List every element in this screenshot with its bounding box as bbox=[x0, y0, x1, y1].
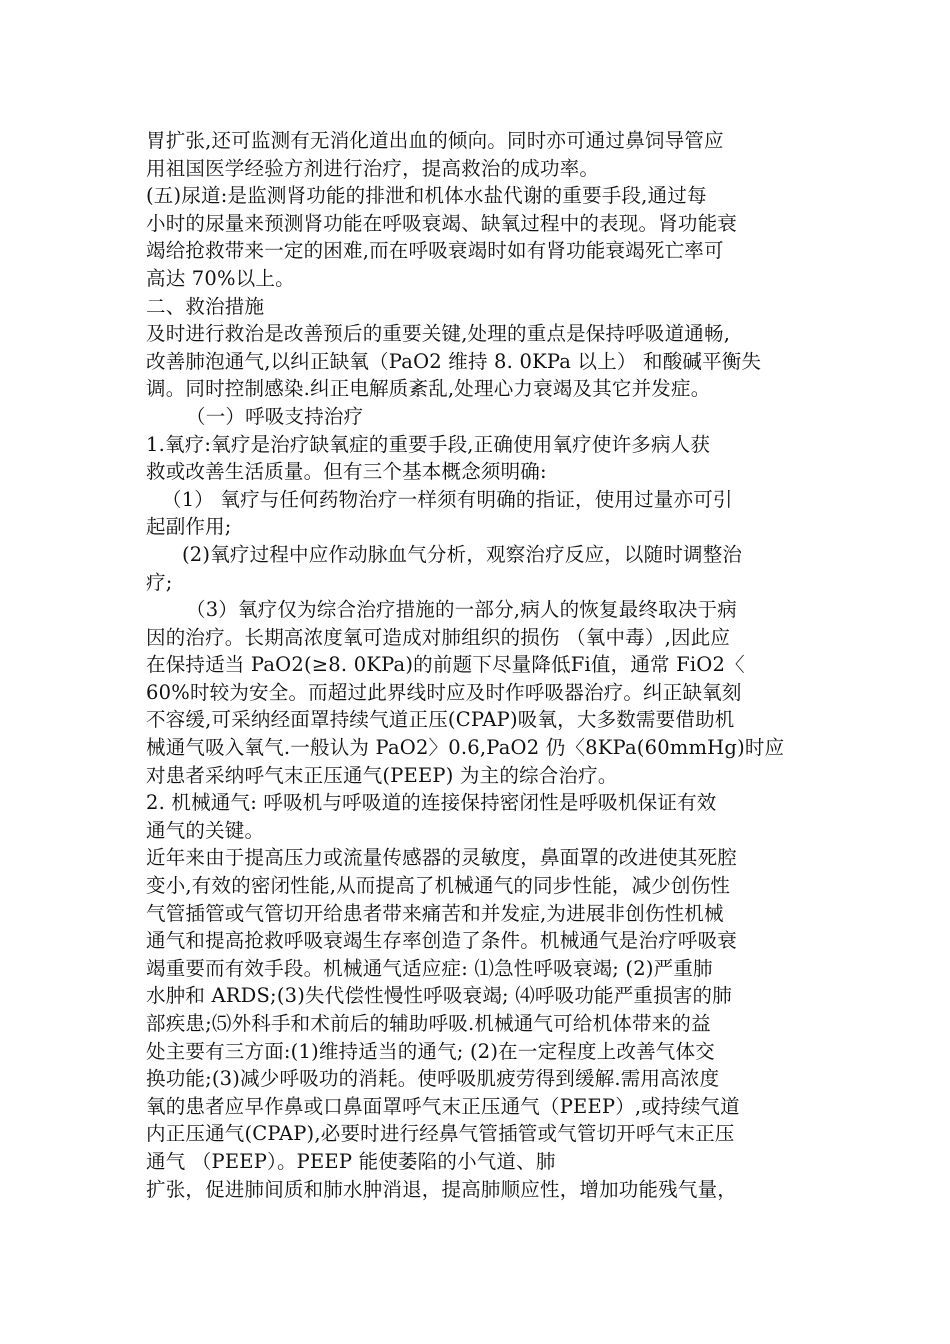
list-item: （3）氧疗仅为综合治疗措施的一部分,病人的恢复最终取决于病 bbox=[186, 598, 737, 622]
text-line: (五)尿道:是监测肾功能的排泄和机体水盐代谢的重要手段,通过每 bbox=[146, 184, 707, 208]
text-line: 调。同时控制感染.纠正电解质紊乱,处理心力衰竭及其它并发症。 bbox=[146, 377, 711, 401]
text-line: 竭重要而有效手段。机械通气适应症: ⑴急性呼吸衰竭; (2)严重肺 bbox=[146, 956, 713, 980]
subsection-heading: （一）呼吸支持治疗 bbox=[186, 404, 364, 428]
text-line: 部疾患;⑸外科手和术前后的辅助呼吸.机械通气可给机体带来的益 bbox=[146, 1012, 711, 1035]
text-line: 高达 70%以上。 bbox=[146, 266, 295, 290]
text-line: 通气的关键。 bbox=[146, 818, 265, 842]
text-line: 疗; bbox=[146, 570, 173, 594]
text-line: 气管插管或气管切开给患者带来痛苦和并发症,为进展非创伤性机械 bbox=[146, 901, 724, 925]
text-line: 氧的患者应早作鼻或口鼻面罩呼气末正压通气（PEEP）,或持续气道 bbox=[146, 1094, 740, 1118]
text-line: 起副作用; bbox=[146, 515, 232, 539]
text-line: 对患者采纳呼气末正压通气(PEEP) 为主的综合治疗。 bbox=[146, 763, 618, 787]
text-line: 改善肺泡通气,以纠正缺氧（PaO2 维持 8. 0KPa 以上） 和酸碱平衡失 bbox=[146, 349, 762, 373]
text-line: 械通气吸入氧气.一般认为 PaO2〉0.6,PaO2 仍〈8KPa(60mmHg)时应 bbox=[146, 736, 785, 760]
text-line: 60%时较为安全。而超过此界线时应及时作呼吸器治疗。纠正缺氧刻 bbox=[146, 680, 742, 704]
text-line: 2. 机械通气: 呼吸机与呼吸道的连接保持密闭性是呼吸机保证有效 bbox=[146, 791, 717, 815]
text-line: 水肿和 ARDS;(3)失代偿性慢性呼吸衰竭; ⑷呼吸功能严重损害的肺 bbox=[146, 984, 732, 1008]
text-line: 通气和提高抢救呼吸衰竭生存率创造了条件。机械通气是治疗呼吸衰 bbox=[146, 929, 738, 953]
text-line: 通气 （PEEP）。PEEP 能使萎陷的小气道、肺 bbox=[146, 1149, 556, 1173]
text-line: 及时进行救治是改善预后的重要关键,处理的重点是保持呼吸道通畅, bbox=[146, 322, 731, 346]
text-line: 小时的尿量来预测肾功能在呼吸衰竭、缺氧过程中的表现。肾功能衰 bbox=[146, 211, 738, 235]
text-line: 扩张，促进肺间质和肺水肿消退，提高肺顺应性，增加功能残气量， bbox=[146, 1177, 738, 1201]
text-line: 救或改善生活质量。但有三个基本概念须明确: bbox=[146, 460, 547, 484]
list-item: (2)氧疗过程中应作动脉血气分析，观察治疗反应，以随时调整治 bbox=[182, 542, 743, 566]
text-line: 换功能;(3)减少呼吸功的消耗。使呼吸肌疲劳得到缓解.需用高浓度 bbox=[146, 1067, 720, 1091]
text-line: 竭给抢救带来一定的困难,而在呼吸衰竭时如有肾功能衰竭死亡率可 bbox=[146, 239, 724, 263]
text-line: 不容缓,可采纳经面罩持续气道正压(CPAP)吸氧，大多数需要借助机 bbox=[146, 708, 735, 732]
text-line: 用祖国医学经验方剂进行治疗，提高救治的成功率。 bbox=[146, 156, 600, 180]
text-line: 在保持适当 PaO2(≥8. 0KPa)的前题下尽量降低Fi值，通常 FiO2〈 bbox=[146, 653, 745, 677]
section-heading: 二、救治措施 bbox=[146, 294, 265, 318]
text-line: 处主要有三方面:(1)维持适当的通气; (2)在一定程度上改善气体交 bbox=[146, 1039, 715, 1063]
text-line: 因的治疗。长期高浓度氧可造成对肺组织的损伤 （氧中毒）,因此应 bbox=[146, 625, 731, 649]
text-line: 内正压通气(CPAP),必要时进行经鼻气管插管或气管切开呼气末正压 bbox=[146, 1122, 735, 1146]
text-line: 1.氧疗:氧疗是治疗缺氧症的重要手段,正确使用氧疗使许多病人获 bbox=[146, 432, 711, 456]
text-line: 胃扩张,还可监测有无消化道出血的倾向。同时亦可通过鼻饲导管应 bbox=[146, 129, 724, 152]
document-body bbox=[146, 127, 818, 1203]
text-line: 变小,有效的密闭性能,从而提高了机械通气的同步性能，减少创伤性 bbox=[146, 874, 731, 898]
text-line: 近年来由于提高压力或流量传感器的灵敏度，鼻面罩的改进使其死腔 bbox=[146, 846, 738, 870]
list-item: （1） 氧疗与任何药物治疗一样须有明确的指证，使用过量亦可引 bbox=[162, 487, 733, 511]
